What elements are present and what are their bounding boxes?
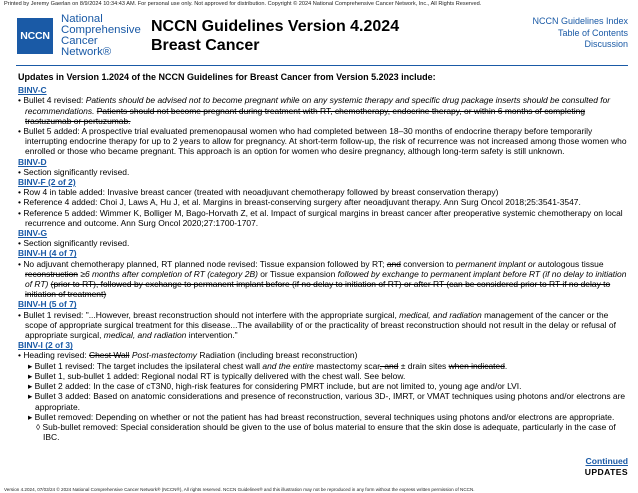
logo-line: Cancer: [61, 35, 98, 47]
nav-links: [532, 16, 628, 51]
list-item: • No adjuvant chemotherapy planned, RT planned node revised: Tissue expansion followed by RT; and conversion to permanent implant or autologous tissue reconstruction ≥6 months after completion of RT (category 2B) or Tissue expansion followed by exchange to permanent implant before RT (if no delay to initiation of RT) (prior to RT), followed by exchange to permanent implant before (if no delay to initiation of RT) or after RT (can be considered prior to RT if no delay to initiation of treatment): [18, 258, 627, 300]
arrow-bullet-icon: ▸: [28, 360, 33, 371]
list-item: • Section significantly revised.: [18, 238, 130, 249]
page-heading: [151, 17, 399, 55]
logo-line: Comprehensive: [61, 24, 141, 36]
section-link-binv-h-5[interactable]: BINV-H (5 of 7): [18, 299, 77, 310]
arrow-bullet-icon: ▸: [28, 370, 33, 381]
sub-list-item: ▸ Bullet 1 revised: The target includes the ipsilateral chest wall and the entire mastectomy scar, and ± drain sites when indicated.: [28, 360, 508, 371]
logo-line: Network®: [61, 46, 112, 58]
list-item: • Reference 5 added: Wimmer K, Bolliger M, Bago-Horvath Z, et al. Impact of surgical margins in breast cancer after preoperative systemic chemotherapy on local recurrence and outcome. Ann Surg Oncol 2020;27:1700-1707.: [18, 207, 623, 228]
updates-content: [18, 72, 628, 442]
updates-label: UPDATES: [584, 467, 628, 477]
diamond-bullet-icon: ◊: [36, 421, 41, 432]
page-subtitle: Breast Cancer: [151, 37, 260, 54]
section-link-binv-h-4[interactable]: BINV-H (4 of 7): [18, 248, 77, 259]
section-link-binv-c[interactable]: BINV-C: [18, 85, 47, 96]
sub-list-item: ▸ Bullet 1, sub-bullet 1 added: Regional nodal RT is typically delivered with the chest wall. See below.: [28, 370, 406, 381]
list-item: • Bullet 4 revised: Patients should be advised not to become pregnant while on any systemic therapy and specific drug package inserts should be consulted for recommendations. Patients should not become pregnant during treatment with RT, chemotherapy, endocrine therapy, or within 6 months of completing trastuzumab or pertuzumab.: [18, 95, 611, 126]
logo-mark: NCCN: [17, 18, 53, 54]
list-item: • Section significantly revised.: [18, 166, 130, 177]
list-item: • Heading revised: Chest Wall Post-mastectomy Radiation (including breast reconstruction): [18, 350, 358, 361]
sub-list-item: ▸ Bullet 3 added: Based on anatomic considerations and presence of reconstruction, various 3D-, IMRT, or VMAT techniques using photons and/or electrons are appropriate.: [28, 391, 626, 412]
logo-wordmark: [61, 14, 141, 58]
sub-sub-list-item: ◊ Sub-bullet removed: Special consideration should be given to the use of bolus material to ensure that the skin dose is adequate, particularly in the case of IBC.: [36, 421, 616, 443]
arrow-bullet-icon: ▸: [28, 381, 33, 392]
section-link-binv-i[interactable]: BINV-I (2 of 3): [18, 340, 73, 351]
section-link-binv-f[interactable]: BINV-F (2 of 2): [18, 177, 76, 188]
sub-list-item: ▸ Bullet 2 added: In the case of cT3N0, high-risk features for considering PMRT include, but are not limited to, young age and/or LVI.: [28, 381, 522, 392]
continued-link[interactable]: Continued: [585, 456, 628, 466]
section-link-binv-g[interactable]: BINV-G: [18, 228, 48, 239]
list-item: • Bullet 5 added: A prospective trial evaluated premenopausal women who had completed between 18–30 months of endocrine therapy before temporarily interrupting endocrine therapy for up to 2 years to allow for pregnancy. At short-term follow-up, the risk of recurrence was not increased among those women who enrolled or those who became pregnant. This approach is an option for women who desire pregnancy, although long-term safety is still unknown.: [18, 126, 627, 157]
list-item: • Row 4 in table added: Invasive breast cancer (treated with neoadjuvant chemotherapy followed by breast conservation therapy): [18, 187, 499, 198]
nccn-logo: [17, 14, 141, 58]
guidelines-index-link[interactable]: NCCN Guidelines Index: [532, 16, 628, 26]
table-of-contents-link[interactable]: Table of Contents: [557, 27, 628, 38]
print-notice: Printed by Jeremy Gaerlan on 8/9/2024 10:34:43 AM. For personal use only. Not approved for distribution. Copyright © 2024 National Comprehensive Cancer Network, Inc., All Rights Reserved.: [4, 1, 482, 7]
sub-list-item: ▸ Bullet removed: Depending on whether or not the patient has had breast reconstruction, several techniques using photons and/or electrons are appropriate.: [28, 411, 615, 422]
copyright-footer: Version 4.2024, 07/03/24 © 2024 National Comprehensive Cancer Network® (NCCN®), All rights reserved. NCCN Guidelines® and this illustration may not be reproduced in any form without the express written permission of NCCN.: [4, 487, 475, 492]
arrow-bullet-icon: ▸: [28, 391, 33, 402]
discussion-link[interactable]: Discussion: [584, 39, 628, 49]
list-item: • Bullet 1 revised: "...However, breast reconstruction should not interfere with the appropriate surgical, medical, and radiation management of the cancer or the scope of appropriate surgical treatment for this disease...The availability of or the practicality of breast reconstruction should not result in the delay or refusal of appropriate surgical, medical, and radiation intervention.": [18, 309, 616, 341]
arrow-bullet-icon: ▸: [28, 411, 33, 422]
section-link-binv-d[interactable]: BINV-D: [18, 156, 47, 167]
header-divider: [16, 65, 628, 66]
list-item: • Reference 4 added: Choi J, Laws A, Hu J, et al. Margins in breast-conserving surgery after neoadjuvant therapy. Ann Surg Oncol 2018;25:3541-3547.: [18, 197, 581, 208]
page-title: NCCN Guidelines Version 4.2024: [151, 18, 400, 35]
updates-intro: Updates in Version 1.2024 of the NCCN Guidelines for Breast Cancer from Version 5.2023 include:: [18, 72, 436, 82]
logo-line: National: [61, 13, 103, 25]
